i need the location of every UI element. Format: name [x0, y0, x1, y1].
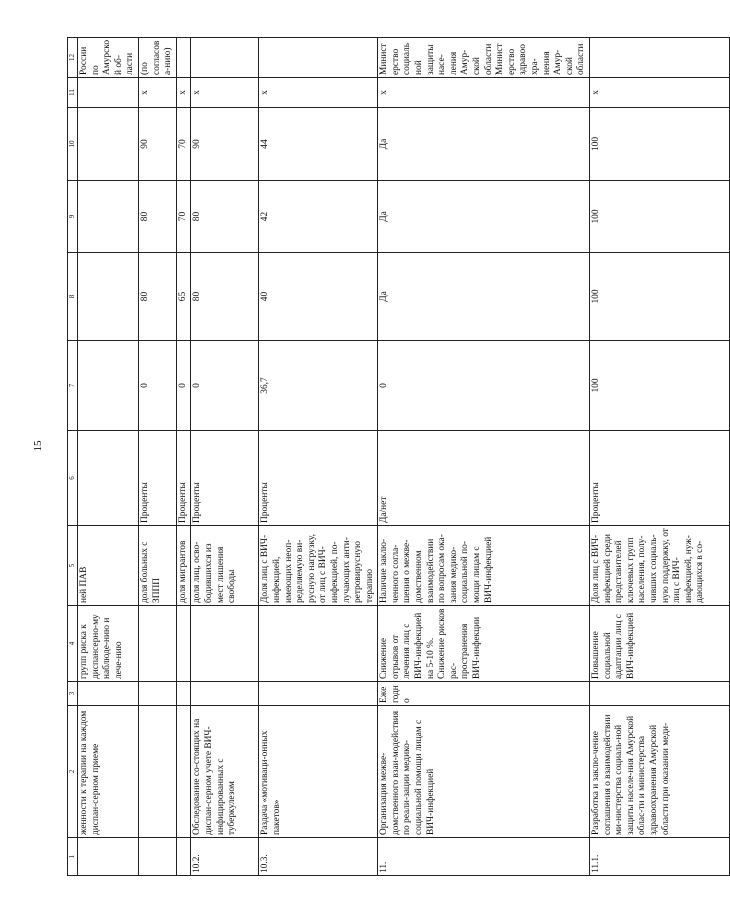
cell-result: Повышение социальной адаптации лиц с ВИЧ-инфекцией — [589, 606, 729, 682]
cell-value: х — [138, 78, 176, 108]
col-num-11: 11 — [68, 78, 78, 108]
cell-value: 44 — [259, 108, 378, 181]
cell-executor: Министерство социальной защиты насе-ления Амур-ской области Министерство здравоохра-нения Амур-ской области — [378, 38, 590, 78]
cell-value: х — [589, 78, 729, 108]
cell-unit: Проценты — [191, 431, 259, 526]
cell-unit: Проценты — [589, 431, 729, 526]
cell-result: Снижение отрывов от лечения лиц с ВИЧ-инфекцией на 5-10 %. Снижение рисков рас-пространения ВИЧ-инфекции — [378, 606, 590, 682]
cell-term — [78, 682, 139, 706]
cell-value — [78, 253, 139, 341]
cell-executor: (по согласова-нию) — [138, 38, 176, 78]
cell-executor — [259, 38, 378, 78]
cell-result: групп риска к диспансерно-му наблюде-нию и лече-нию — [78, 606, 139, 682]
cell-value: 90 — [191, 108, 259, 181]
cell-value: 0 — [191, 341, 259, 431]
cell-value: 80 — [191, 253, 259, 341]
cell-value: 80 — [191, 181, 259, 253]
cell-value: 65 — [176, 253, 191, 341]
cell-number: 11. — [378, 838, 590, 876]
table-row — [176, 38, 191, 876]
cell-value: 40 — [259, 253, 378, 341]
cell-term — [259, 682, 378, 706]
col-num-5: 5 — [68, 526, 78, 606]
cell-value — [78, 181, 139, 253]
cell-value: 100 — [589, 108, 729, 181]
cell-value: 42 — [259, 181, 378, 253]
cell-indicator: доля больных с ЗППП — [138, 526, 176, 606]
cell-unit: Проценты — [138, 431, 176, 526]
cell-value: 100 — [589, 181, 729, 253]
cell-indicator: доля лиц, осво-бодившихся из мест лишения свободы — [191, 526, 259, 606]
plan-table — [67, 37, 730, 876]
cell-measure: Раздача «мотиваци-онных пакетов» — [259, 706, 378, 838]
cell-executor — [176, 38, 191, 78]
col-num-9: 9 — [68, 181, 78, 253]
cell-measure — [176, 706, 191, 838]
cell-value: 36,7 — [259, 341, 378, 431]
col-num-12: 12 — [68, 38, 78, 78]
table-row — [589, 38, 729, 876]
cell-value: 70 — [176, 108, 191, 181]
col-num-2: 2 — [68, 706, 78, 838]
cell-term — [176, 682, 191, 706]
cell-term — [191, 682, 259, 706]
cell-number: 10.2. — [191, 838, 259, 876]
cell-unit: Проценты — [259, 431, 378, 526]
cell-value — [78, 78, 139, 108]
cell-value: х — [191, 78, 259, 108]
cell-measure: Организация межве-домственного взаи-модействия по реали-зации медико-социальной помощи лицам с ВИЧ-инфекцией — [378, 706, 590, 838]
cell-value: Да — [378, 253, 590, 341]
cell-term — [589, 682, 729, 706]
table-row — [378, 38, 590, 876]
cell-value: 80 — [138, 181, 176, 253]
cell-result — [259, 606, 378, 682]
cell-value: 0 — [138, 341, 176, 431]
col-num-8: 8 — [68, 253, 78, 341]
page-number: 15 — [32, 440, 44, 452]
cell-result — [138, 606, 176, 682]
cell-number: 11.1. — [589, 838, 729, 876]
cell-unit: Да/нет — [378, 431, 590, 526]
cell-value: 0 — [176, 341, 191, 431]
col-num-4: 4 — [68, 606, 78, 682]
table-row — [138, 38, 176, 876]
cell-result — [176, 606, 191, 682]
cell-value: 0 — [378, 341, 590, 431]
cell-number: 10.3. — [259, 838, 378, 876]
col-num-10: 10 — [68, 108, 78, 181]
cell-value: Да — [378, 181, 590, 253]
cell-value: 70 — [176, 181, 191, 253]
cell-value: 100 — [589, 253, 729, 341]
cell-result — [191, 606, 259, 682]
table-row — [78, 38, 139, 876]
cell-executor — [191, 38, 259, 78]
cell-indicator: Наличие заклю-ченного согла-шения о межве-домственном взаимодействии по вопросам ока-зания медико-социальной по-мощи лицам с ВИЧ-инфекцией — [378, 526, 590, 606]
cell-value — [78, 108, 139, 181]
cell-term — [138, 682, 176, 706]
cell-value: х — [378, 78, 590, 108]
table-row — [191, 38, 259, 876]
cell-value: 80 — [138, 253, 176, 341]
cell-indicator: Доля лиц с ВИЧ-инфекцией среди представителей ключевых групп населения, полу-чивших социаль-ную поддержку, от лиц с ВИЧ-инфекцией, нуж-дающихся в со- — [589, 526, 729, 606]
cell-indicator: ней ПАВ — [78, 526, 139, 606]
cell-measure: Обследование со-стоящих на диспан-серном учете ВИЧ-инфицированных с туберкулезом — [191, 706, 259, 838]
cell-unit: Проценты — [176, 431, 191, 526]
cell-value: 90 — [138, 108, 176, 181]
cell-executor — [589, 38, 729, 78]
cell-value — [78, 341, 139, 431]
col-num-6: 6 — [68, 431, 78, 526]
cell-indicator: Доля лиц с ВИЧ-инфекцией, имеющих неоп-ределяемую ви-русную нагрузку, от лиц с ВИЧ-инфекцией, по-лучающих анти-ретровирусную терапию — [259, 526, 378, 606]
cell-term: Ежегодно — [378, 682, 590, 706]
cell-value: Да — [378, 108, 590, 181]
cell-number — [78, 838, 139, 876]
cell-indicator: доля мигрантов — [176, 526, 191, 606]
cell-unit — [78, 431, 139, 526]
cell-value: 100 — [589, 341, 729, 431]
cell-number — [138, 838, 176, 876]
rotated-page — [67, 38, 706, 876]
cell-measure: женности к терапии на каждом диспан-серном приеме — [78, 706, 139, 838]
cell-measure: Разработка и заклю-чение соглашения о взаимодействии ми-нистерства социаль-ной защиты населе-ния Амурской облас-ти и министерства здравоохранения Амурской области при оказании меди- — [589, 706, 729, 838]
col-num-1: 1 — [68, 838, 78, 876]
cell-value: х — [259, 78, 378, 108]
col-num-7: 7 — [68, 341, 78, 431]
col-num-3: 3 — [68, 682, 78, 706]
table-row — [259, 38, 378, 876]
cell-number — [176, 838, 191, 876]
header-row — [68, 38, 78, 876]
cell-executor: России по Амурской об-ласти — [78, 38, 139, 78]
cell-measure — [138, 706, 176, 838]
cell-value: х — [176, 78, 191, 108]
